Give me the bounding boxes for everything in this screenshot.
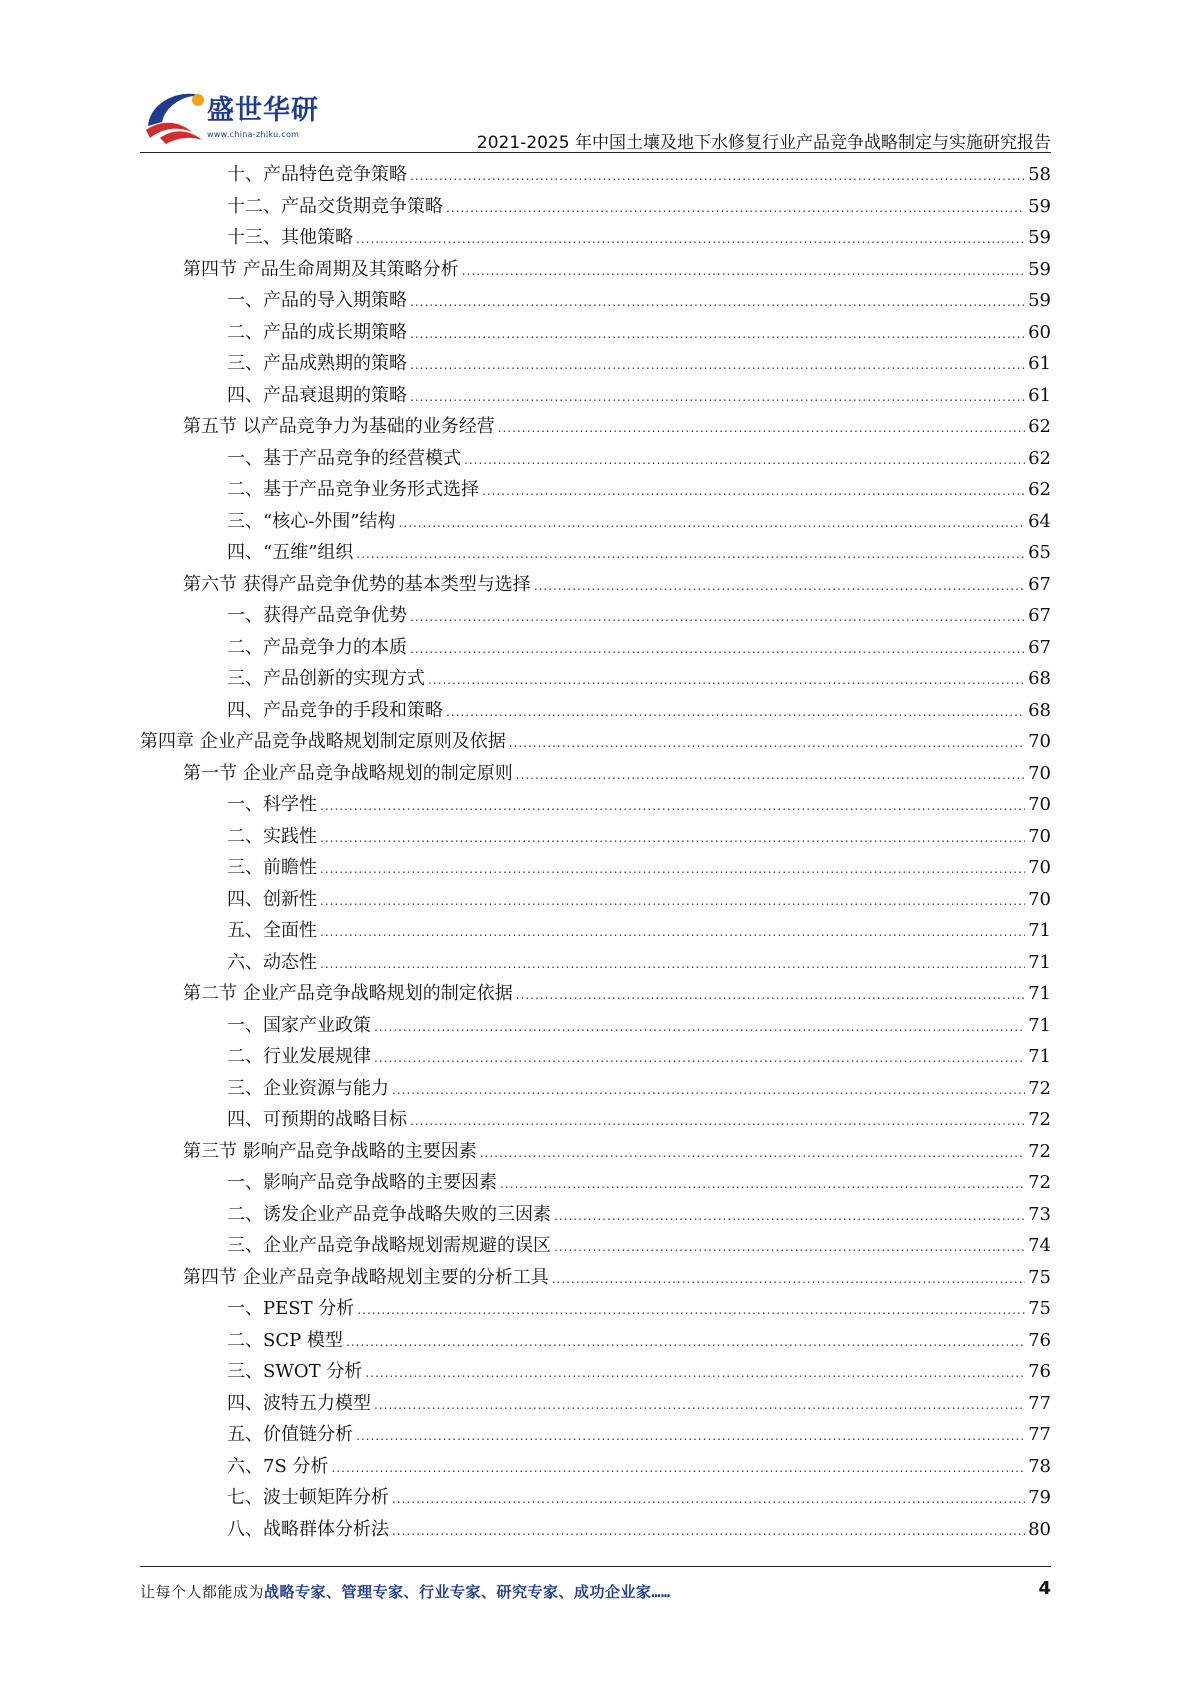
toc-leader-dots [320, 823, 1025, 855]
toc-leader-dots [509, 728, 1025, 760]
toc-entry-label: 十二、产品交货期竞争策略 [227, 195, 443, 217]
toc-entry-label: 十三、其他策略 [227, 227, 353, 248]
toc-entry-page: 74 [1028, 1235, 1051, 1256]
toc-entry-label: 第五节 以产品竞争力为基础的业务经营 [183, 416, 495, 437]
toc-entry-page: 64 [1028, 510, 1051, 532]
toc-entry[interactable] [140, 1041, 1051, 1073]
toc-leader-dots [516, 980, 1025, 1012]
toc-entry-page: 72 [1028, 1109, 1051, 1130]
footer-slogan-accent: 战略专家、管理专家、行业专家、研究专家、成功企业家…… [264, 1583, 671, 1601]
toc-leader-dots [392, 1516, 1025, 1548]
toc-entry-page: 62 [1028, 447, 1051, 469]
toc-entry[interactable] [140, 411, 1051, 443]
toc-entry-label: 三、产品成熟期的策略 [227, 353, 407, 374]
toc-entry[interactable] [140, 506, 1051, 538]
toc-entry-label: 四、可预期的战略目标 [227, 1109, 407, 1130]
toc-leader-dots [320, 949, 1025, 981]
toc-leader-dots [320, 854, 1025, 886]
toc-leader-dots [446, 697, 1025, 729]
toc-entry-page: 78 [1028, 1455, 1051, 1477]
toc-entry[interactable] [140, 537, 1051, 569]
toc-leader-dots [357, 1295, 1025, 1327]
toc-entry-page: 70 [1028, 731, 1051, 752]
toc-entry-label: 六、7S 分析 [227, 1455, 329, 1477]
footer-divider [140, 1566, 1051, 1567]
toc-entry-label: 一、科学性 [227, 794, 317, 815]
toc-entry[interactable] [140, 1167, 1051, 1199]
page-number: 4 [1038, 1578, 1051, 1599]
toc-entry-label: 三、“核心-外围”结构 [227, 510, 396, 532]
toc-entry-label: 二、SCP 模型 [227, 1329, 343, 1351]
toc-entry-page: 61 [1028, 384, 1051, 406]
toc-entry-page: 67 [1028, 636, 1051, 658]
toc-entry-page: 77 [1028, 1424, 1051, 1445]
toc-entry-page: 59 [1028, 227, 1051, 248]
toc-entry[interactable] [140, 1451, 1051, 1483]
toc-entry[interactable] [140, 1325, 1051, 1357]
toc-entry-label: 三、前瞻性 [227, 857, 317, 878]
toc-entry[interactable] [140, 789, 1051, 821]
toc-entry[interactable] [140, 254, 1051, 286]
toc-leader-dots [446, 193, 1025, 225]
toc-leader-dots [500, 1169, 1025, 1201]
toc-entry-page: 67 [1028, 573, 1051, 595]
toc-entry[interactable] [140, 758, 1051, 790]
toc-entry[interactable] [140, 978, 1051, 1010]
toc-entry-page: 61 [1028, 353, 1051, 374]
toc-entry-page: 77 [1028, 1392, 1051, 1414]
toc-entry[interactable] [140, 1514, 1051, 1546]
toc-entry-page: 71 [1028, 1046, 1051, 1067]
toc-entry-label: 一、影响产品竞争战略的主要因素 [227, 1172, 497, 1193]
toc-entry[interactable] [140, 1073, 1051, 1105]
toc-leader-dots [365, 1358, 1025, 1390]
toc-entry-page: 59 [1028, 290, 1051, 311]
toc-leader-dots [410, 287, 1025, 319]
toc-entry-label: 二、基于产品竞争业务形式选择 [227, 479, 479, 500]
toc-entry-label: 二、行业发展规律 [227, 1046, 371, 1067]
toc-entry[interactable] [140, 852, 1051, 884]
document-title: 2021-2025 年中国土壤及地下水修复行业产品竞争战略制定与实施研究报告 [476, 133, 1051, 153]
toc-leader-dots [410, 161, 1025, 193]
toc-entry-label: 四、“五维”组织 [227, 542, 354, 563]
toc-entry[interactable] [140, 1104, 1051, 1136]
toc-entry-page: 71 [1028, 951, 1051, 973]
toc-entry-label: 三、企业产品竞争战略规划需规避的误区 [227, 1235, 551, 1256]
toc-entry-page: 72 [1028, 1077, 1051, 1099]
toc-entry[interactable] [140, 1010, 1051, 1042]
toc-leader-dots [410, 634, 1025, 666]
toc-leader-dots [410, 319, 1025, 351]
toc-leader-dots [410, 602, 1025, 634]
toc-leader-dots [480, 1138, 1025, 1170]
toc-entry-label: 三、SWOT 分析 [227, 1361, 363, 1382]
toc-entry-label: 四、产品衰退期的策略 [227, 384, 407, 406]
toc-leader-dots [374, 1012, 1025, 1044]
toc-entry[interactable] [140, 317, 1051, 349]
toc-entry-label: 一、产品的导入期策略 [227, 290, 407, 311]
footer-slogan [140, 1581, 671, 1602]
toc-entry-page: 68 [1028, 668, 1051, 689]
toc-entry-page: 58 [1028, 164, 1051, 185]
toc-entry-label: 四、产品竞争的手段和策略 [227, 699, 443, 721]
toc-entry[interactable] [140, 663, 1051, 695]
toc-leader-dots [392, 1484, 1025, 1516]
toc-entry[interactable] [140, 1136, 1051, 1168]
toc-entry[interactable] [140, 1199, 1051, 1231]
toc-entry-page: 71 [1028, 983, 1051, 1004]
toc-entry-label: 五、价值链分析 [227, 1424, 353, 1445]
toc-entry-page: 75 [1028, 1298, 1051, 1319]
toc-entry[interactable] [140, 1230, 1051, 1262]
toc-entry-page: 60 [1028, 321, 1051, 343]
toc-entry-page: 80 [1028, 1518, 1051, 1540]
toc-entry[interactable] [140, 443, 1051, 475]
toc-entry[interactable] [140, 821, 1051, 853]
toc-leader-dots [320, 791, 1025, 823]
toc-entry-label: 第四节 企业产品竞争战略规划主要的分析工具 [183, 1266, 549, 1288]
toc-entry[interactable] [140, 348, 1051, 380]
toc-leader-dots [374, 1390, 1025, 1422]
toc-entry-label: 第四章 企业产品竞争战略规划制定原则及依据 [140, 731, 506, 752]
toc-entry-label: 六、动态性 [227, 951, 317, 973]
footer-slogan-prefix: 让每个人都能成为 [140, 1583, 265, 1601]
toc-entry[interactable] [140, 695, 1051, 727]
toc-entry[interactable] [140, 632, 1051, 664]
toc-entry[interactable] [140, 600, 1051, 632]
toc-entry-page: 68 [1028, 699, 1051, 721]
toc-entry-label: 七、波士顿矩阵分析 [227, 1487, 389, 1508]
toc-entry[interactable] [140, 569, 1051, 601]
toc-entry[interactable] [140, 1356, 1051, 1388]
toc-entry-page: 59 [1028, 258, 1051, 280]
toc-leader-dots [392, 1075, 1025, 1107]
toc-leader-dots [554, 1201, 1025, 1233]
toc-entry[interactable] [140, 726, 1051, 758]
toc-leader-dots [428, 665, 1025, 697]
toc-entry-label: 二、实践性 [227, 825, 317, 847]
toc-entry-label: 三、产品创新的实现方式 [227, 668, 425, 689]
toc-entry-label: 一、国家产业政策 [227, 1014, 371, 1036]
toc-entry-page: 72 [1028, 1172, 1051, 1193]
toc-entry-label: 一、PEST 分析 [227, 1298, 355, 1319]
toc-entry-page: 70 [1028, 888, 1051, 910]
toc-entry-page: 72 [1028, 1140, 1051, 1162]
toc-entry-label: 四、波特五力模型 [227, 1392, 371, 1414]
toc-leader-dots [410, 1106, 1025, 1138]
toc-entry[interactable] [140, 1419, 1051, 1451]
toc-entry-page: 62 [1028, 416, 1051, 437]
toc-entry-label: 八、战略群体分析法 [227, 1518, 389, 1540]
toc-entry[interactable] [140, 222, 1051, 254]
toc-leader-dots [399, 508, 1026, 540]
toc-entry-label: 第六节 获得产品竞争优势的基本类型与选择 [183, 573, 531, 595]
toc-leader-dots [554, 1232, 1025, 1264]
header-divider [140, 152, 1051, 153]
toc-entry-page: 71 [1028, 920, 1051, 941]
toc-entry-page: 65 [1028, 542, 1051, 563]
toc-entry-page: 75 [1028, 1266, 1051, 1288]
toc-entry[interactable] [140, 947, 1051, 979]
toc-entry[interactable] [140, 191, 1051, 223]
toc-leader-dots [552, 1264, 1025, 1296]
toc-entry[interactable] [140, 884, 1051, 916]
toc-entry-label: 二、诱发企业产品竞争战略失败的三因素 [227, 1203, 551, 1225]
toc-leader-dots [464, 445, 1025, 477]
toc-entry-label: 二、产品的成长期策略 [227, 321, 407, 343]
toc-leader-dots [410, 350, 1025, 382]
brand-name: 盛世华研 [207, 95, 319, 126]
toc-entry-label: 第二节 企业产品竞争战略规划的制定依据 [183, 983, 513, 1004]
toc-entry[interactable] [140, 474, 1051, 506]
toc-leader-dots [346, 1327, 1025, 1359]
toc-entry[interactable] [140, 1388, 1051, 1420]
toc-entry-label: 二、产品竞争力的本质 [227, 636, 407, 658]
toc-entry-page: 59 [1028, 195, 1051, 217]
toc-entry[interactable] [140, 380, 1051, 412]
toc-leader-dots [356, 1421, 1025, 1453]
toc-entry-page: 79 [1028, 1487, 1051, 1508]
toc-entry-label: 第三节 影响产品竞争战略的主要因素 [183, 1140, 477, 1162]
toc-entry-label: 五、全面性 [227, 920, 317, 941]
toc-entry-label: 第四节 产品生命周期及其策略分析 [183, 258, 459, 280]
toc-entry-label: 四、创新性 [227, 888, 317, 910]
toc-leader-dots [374, 1043, 1025, 1075]
toc-entry-page: 70 [1028, 762, 1051, 784]
brand-url: www.china-zhiku.com [207, 130, 300, 139]
toc-entry[interactable] [140, 1293, 1051, 1325]
toc-entry-page: 70 [1028, 794, 1051, 815]
toc-leader-dots [320, 886, 1025, 918]
table-of-contents [140, 159, 1051, 1545]
toc-entry-page: 73 [1028, 1203, 1051, 1225]
toc-entry-page: 76 [1028, 1361, 1051, 1382]
toc-leader-dots [356, 539, 1025, 571]
toc-entry-label: 第一节 企业产品竞争战略规划的制定原则 [183, 762, 513, 784]
toc-entry-label: 一、基于产品竞争的经营模式 [227, 447, 461, 469]
toc-leader-dots [482, 476, 1025, 508]
toc-leader-dots [462, 256, 1025, 288]
toc-entry[interactable] [140, 915, 1051, 947]
toc-entry[interactable] [140, 285, 1051, 317]
toc-entry[interactable] [140, 159, 1051, 191]
toc-entry-page: 70 [1028, 825, 1051, 847]
toc-entry-page: 71 [1028, 1014, 1051, 1036]
toc-entry[interactable] [140, 1262, 1051, 1294]
toc-leader-dots [410, 382, 1025, 414]
toc-entry-label: 三、企业资源与能力 [227, 1077, 389, 1099]
toc-entry-page: 70 [1028, 857, 1051, 878]
toc-entry[interactable] [140, 1482, 1051, 1514]
toc-leader-dots [516, 760, 1025, 792]
toc-leader-dots [498, 413, 1025, 445]
toc-entry-page: 76 [1028, 1329, 1051, 1351]
toc-entry-label: 十、产品特色竞争策略 [227, 164, 407, 185]
toc-entry-label: 一、获得产品竞争优势 [227, 605, 407, 626]
toc-entry-page: 67 [1028, 605, 1051, 626]
toc-leader-dots [356, 224, 1025, 256]
toc-leader-dots [534, 571, 1025, 603]
toc-leader-dots [332, 1453, 1026, 1485]
toc-leader-dots [320, 917, 1025, 949]
toc-entry-page: 62 [1028, 479, 1051, 500]
